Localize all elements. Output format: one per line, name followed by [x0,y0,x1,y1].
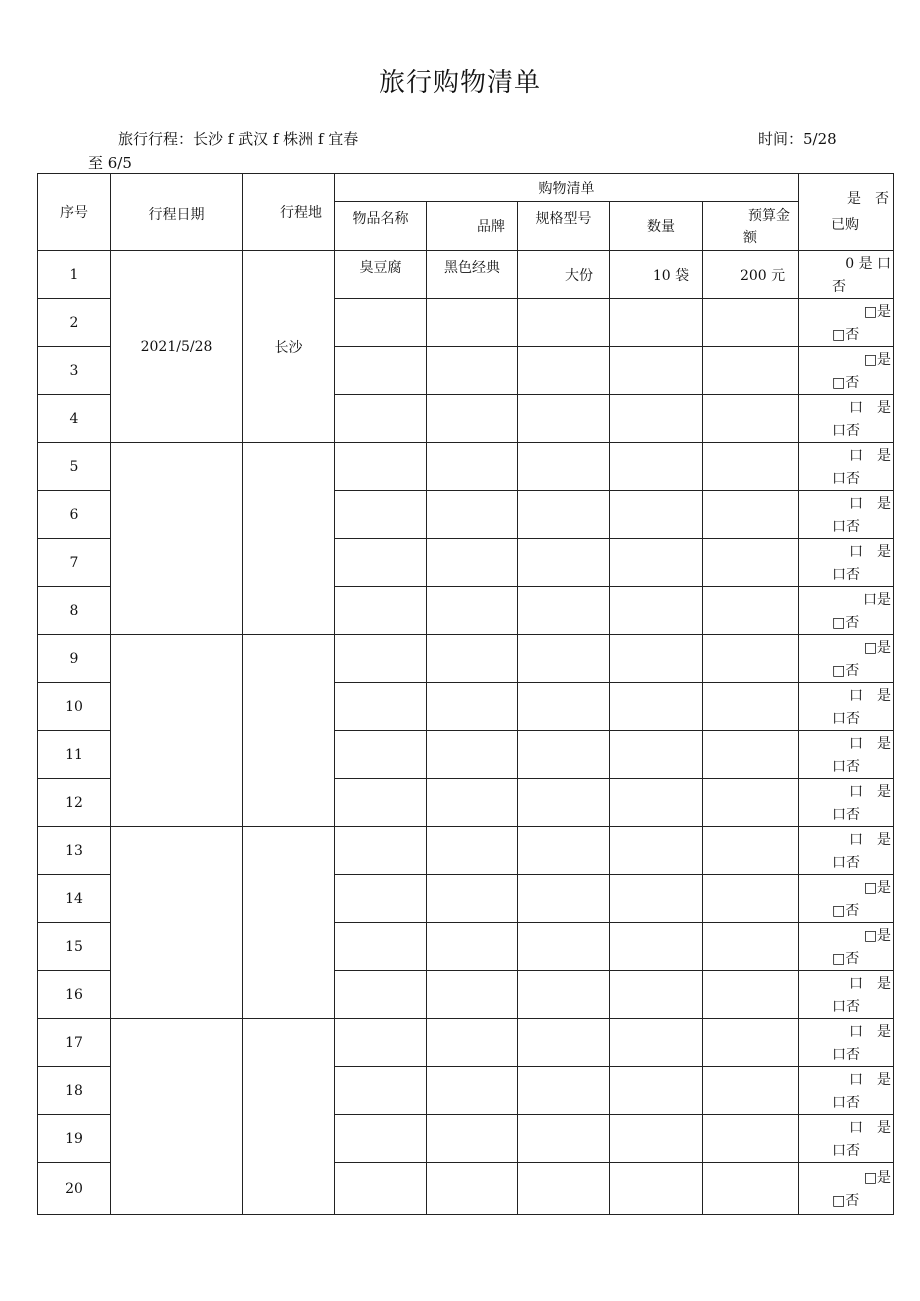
bought-checkbox-cell[interactable] [799,923,894,971]
bought-yes-option[interactable]: 口 是 [849,975,892,992]
itinerary-route: 旅行行程：长沙 f 武汉 f 株洲 f 宜春 [118,130,359,148]
qty-cell[interactable] [610,347,703,395]
place-cell [243,1019,335,1215]
brand-cell[interactable] [427,971,518,1019]
bought-checkbox-cell[interactable] [799,443,894,491]
date-cell [111,443,243,635]
qty-cell[interactable] [610,827,703,875]
budget-cell[interactable] [703,779,799,827]
spec-cell[interactable] [518,1067,610,1115]
budget-cell[interactable] [703,395,799,443]
brand-cell[interactable] [427,635,518,683]
seq-cell: 16 [38,971,111,1019]
spec-cell[interactable] [518,347,610,395]
bought-yes-option[interactable]: 口 是 [849,783,892,800]
budget-cell[interactable] [703,635,799,683]
qty-cell[interactable] [610,1115,703,1163]
header-spec: 规格型号 [518,202,610,251]
bought-no-option[interactable]: 口否 [832,566,861,583]
bought-checkbox-cell[interactable] [799,347,894,395]
bought-checkbox-cell[interactable] [799,1067,894,1115]
item-name-cell[interactable] [335,779,427,827]
brand-cell[interactable] [427,539,518,587]
header-place: 行程地 [243,174,335,251]
header-item-name: 物品名称 [335,202,427,251]
bought-yes-option[interactable]: 口 是 [849,831,892,848]
bought-yes-option[interactable]: 口 是 [849,1119,892,1136]
place-cell [243,635,335,827]
qty-cell[interactable] [610,1019,703,1067]
bought-no-option[interactable]: □否 [832,902,860,919]
header-budget-line2: 额 [743,230,757,246]
seq-cell: 11 [38,731,111,779]
bought-yes-option[interactable]: 口 是 [849,447,892,464]
seq-cell: 18 [38,1067,111,1115]
brand-cell[interactable] [427,1019,518,1067]
bought-yes-option[interactable]: 口 是 [849,399,892,416]
bought-checkbox-cell[interactable] [799,731,894,779]
seq-cell: 9 [38,635,111,683]
item-name-cell[interactable] [335,1019,427,1067]
bought-yes-option[interactable]: □是 [863,927,892,944]
spec-cell[interactable] [518,299,610,347]
qty-cell[interactable] [610,923,703,971]
place-cell [243,443,335,635]
brand-cell[interactable] [427,1067,518,1115]
header-budget [703,202,799,251]
bought-checkbox-cell[interactable] [799,779,894,827]
item-name-cell[interactable] [335,827,427,875]
bought-no-option[interactable]: 口否 [832,710,861,727]
bought-yes-option[interactable]: 口 是 [849,495,892,512]
bought-checkbox-cell[interactable] [799,1163,894,1215]
budget-cell[interactable] [703,491,799,539]
spec-cell[interactable] [518,731,610,779]
qty-cell[interactable] [610,779,703,827]
bought-no-option[interactable]: 口否 [832,998,861,1015]
bought-yes-option[interactable]: □是 [863,879,892,896]
spec-cell[interactable] [518,635,610,683]
bought-no-option[interactable]: □否 [832,326,860,343]
item-name-cell[interactable]: 臭豆腐 [335,251,427,299]
budget-cell[interactable] [703,683,799,731]
brand-cell[interactable] [427,731,518,779]
item-name-cell[interactable] [335,299,427,347]
page-title: 旅行购物清单 [378,68,541,98]
brand-cell[interactable] [427,875,518,923]
bought-checkbox-cell[interactable] [799,683,894,731]
seq-cell: 6 [38,491,111,539]
bought-yes-option[interactable]: □是 [863,351,892,368]
bought-no-option[interactable]: 口否 [832,1094,861,1111]
bought-no-option[interactable]: 否 [832,278,847,295]
table-row [38,635,894,683]
budget-cell[interactable] [703,827,799,875]
spec-cell[interactable] [518,1115,610,1163]
header-date: 行程日期 [111,174,243,251]
qty-cell[interactable] [610,1163,703,1215]
bought-checkbox-cell[interactable] [799,827,894,875]
bought-checkbox-cell[interactable] [799,1115,894,1163]
bought-no-option[interactable]: 口否 [832,854,861,871]
brand-cell[interactable] [427,827,518,875]
spec-cell[interactable] [518,395,610,443]
qty-cell[interactable] [610,299,703,347]
item-name-cell[interactable] [335,1067,427,1115]
bought-yes-option[interactable]: 口 是 [849,543,892,560]
spec-cell[interactable] [518,683,610,731]
seq-cell: 19 [38,1115,111,1163]
brand-cell[interactable] [427,347,518,395]
bought-checkbox-cell[interactable] [799,635,894,683]
bought-no-option[interactable]: □否 [832,1192,860,1209]
header-seq: 序号 [38,174,111,251]
item-name-cell[interactable] [335,635,427,683]
seq-cell: 5 [38,443,111,491]
qty-cell[interactable] [610,971,703,1019]
item-name-cell[interactable] [335,923,427,971]
bought-checkbox-cell[interactable] [799,395,894,443]
bought-checkbox-cell[interactable] [799,299,894,347]
bought-checkbox-cell[interactable] [799,1019,894,1067]
spec-cell[interactable]: 大份 [518,251,610,299]
qty-cell[interactable] [610,683,703,731]
date-cell: 2021/5/28 [111,251,243,443]
bought-no-option[interactable]: 口否 [832,806,861,823]
bought-checkbox-cell[interactable] [799,251,894,299]
budget-cell[interactable] [703,539,799,587]
spec-cell[interactable] [518,827,610,875]
bought-no-option[interactable]: 口否 [832,518,861,535]
item-name-cell[interactable] [335,731,427,779]
budget-cell[interactable] [703,299,799,347]
qty-cell[interactable] [610,491,703,539]
spec-cell[interactable] [518,443,610,491]
budget-cell[interactable] [703,971,799,1019]
date-cell [111,827,243,1019]
bought-yes-option[interactable]: □是 [863,1169,892,1186]
seq-cell: 7 [38,539,111,587]
spec-cell[interactable] [518,923,610,971]
brand-cell[interactable] [427,491,518,539]
item-name-cell[interactable] [335,587,427,635]
qty-cell[interactable] [610,395,703,443]
brand-cell[interactable] [427,683,518,731]
table-row [38,1019,894,1067]
qty-cell[interactable] [610,731,703,779]
table-row [38,251,894,299]
item-name-cell[interactable] [335,1163,427,1215]
spec-cell[interactable] [518,491,610,539]
bought-yes-option[interactable]: 0 是 口 [845,255,892,272]
header-bought-line1: 是 否 [847,191,890,207]
item-name-cell[interactable] [335,539,427,587]
header-bought-line2: 已购 [831,217,860,233]
bought-yes-option[interactable]: □是 [863,639,892,656]
bought-checkbox-cell[interactable] [799,875,894,923]
budget-cell[interactable] [703,443,799,491]
brand-cell[interactable] [427,395,518,443]
item-name-cell[interactable] [335,1115,427,1163]
bought-no-option[interactable]: 口否 [832,422,861,439]
brand-cell[interactable] [427,923,518,971]
seq-cell: 8 [38,587,111,635]
bought-no-option[interactable]: 口否 [832,1142,861,1159]
item-name-cell[interactable] [335,395,427,443]
bought-no-option[interactable]: 口否 [832,758,861,775]
budget-cell[interactable] [703,731,799,779]
bought-no-option[interactable]: □否 [832,374,860,391]
seq-cell: 10 [38,683,111,731]
header-budget-line1: 预算金 [748,208,791,224]
spec-cell[interactable] [518,1019,610,1067]
brand-cell[interactable] [427,299,518,347]
shopping-table [37,173,894,1215]
bought-no-option[interactable]: 口否 [832,1046,861,1063]
brand-cell[interactable] [427,443,518,491]
place-cell: 长沙 [243,251,335,443]
item-name-cell[interactable] [335,347,427,395]
header-bought [799,174,894,251]
itinerary-time-continuation: 至 6/5 [88,154,132,172]
bought-yes-option[interactable]: 口 是 [849,1023,892,1040]
bought-checkbox-cell[interactable] [799,587,894,635]
bought-no-option[interactable]: □否 [832,662,860,679]
seq-cell: 15 [38,923,111,971]
budget-cell[interactable] [703,1019,799,1067]
item-name-cell[interactable] [335,683,427,731]
bought-checkbox-cell[interactable] [799,491,894,539]
budget-cell[interactable] [703,1163,799,1215]
seq-cell: 12 [38,779,111,827]
bought-yes-option[interactable]: 口 是 [849,687,892,704]
seq-cell: 4 [38,395,111,443]
item-name-cell[interactable] [335,491,427,539]
bought-yes-option[interactable]: 口 是 [849,735,892,752]
table-row [38,443,894,491]
date-cell [111,1019,243,1215]
budget-cell[interactable] [703,875,799,923]
budget-cell[interactable] [703,1067,799,1115]
bought-no-option[interactable]: □否 [832,950,860,967]
seq-cell: 20 [38,1163,111,1215]
budget-cell[interactable] [703,347,799,395]
header-shopping-list: 购物清单 [335,174,799,202]
bought-no-option[interactable]: □否 [832,614,860,631]
bought-no-option[interactable]: 口否 [832,470,861,487]
bought-yes-option[interactable]: 口 是 [849,1071,892,1088]
qty-cell[interactable]: 10 袋 [610,251,703,299]
bought-checkbox-cell[interactable] [799,971,894,1019]
brand-cell[interactable] [427,587,518,635]
brand-cell[interactable] [427,1163,518,1215]
seq-cell: 2 [38,299,111,347]
seq-cell: 17 [38,1019,111,1067]
bought-yes-option[interactable]: 口是 [863,591,892,608]
header-brand: 品牌 [427,202,518,251]
spec-cell[interactable] [518,1163,610,1215]
spec-cell[interactable] [518,779,610,827]
qty-cell[interactable] [610,539,703,587]
brand-cell[interactable] [427,779,518,827]
brand-cell[interactable] [427,1115,518,1163]
itinerary-time: 时间：5/28 [758,130,837,148]
spec-cell[interactable] [518,971,610,1019]
spec-cell[interactable] [518,587,610,635]
qty-cell[interactable] [610,587,703,635]
bought-yes-option[interactable]: □是 [863,303,892,320]
place-cell [243,827,335,1019]
qty-cell[interactable] [610,875,703,923]
budget-cell[interactable]: 200 元 [703,251,799,299]
item-name-cell[interactable] [335,971,427,1019]
budget-cell[interactable] [703,1115,799,1163]
budget-cell[interactable] [703,923,799,971]
seq-cell: 14 [38,875,111,923]
seq-cell: 13 [38,827,111,875]
qty-cell[interactable] [610,443,703,491]
table-row [38,827,894,875]
qty-cell[interactable] [610,635,703,683]
seq-cell: 3 [38,347,111,395]
qty-cell[interactable] [610,1067,703,1115]
item-name-cell[interactable] [335,443,427,491]
budget-cell[interactable] [703,587,799,635]
brand-cell[interactable]: 黑色经典 [427,251,518,299]
header-qty: 数量 [610,202,703,251]
spec-cell[interactable] [518,539,610,587]
bought-checkbox-cell[interactable] [799,539,894,587]
spec-cell[interactable] [518,875,610,923]
date-cell [111,635,243,827]
item-name-cell[interactable] [335,875,427,923]
seq-cell: 1 [38,251,111,299]
